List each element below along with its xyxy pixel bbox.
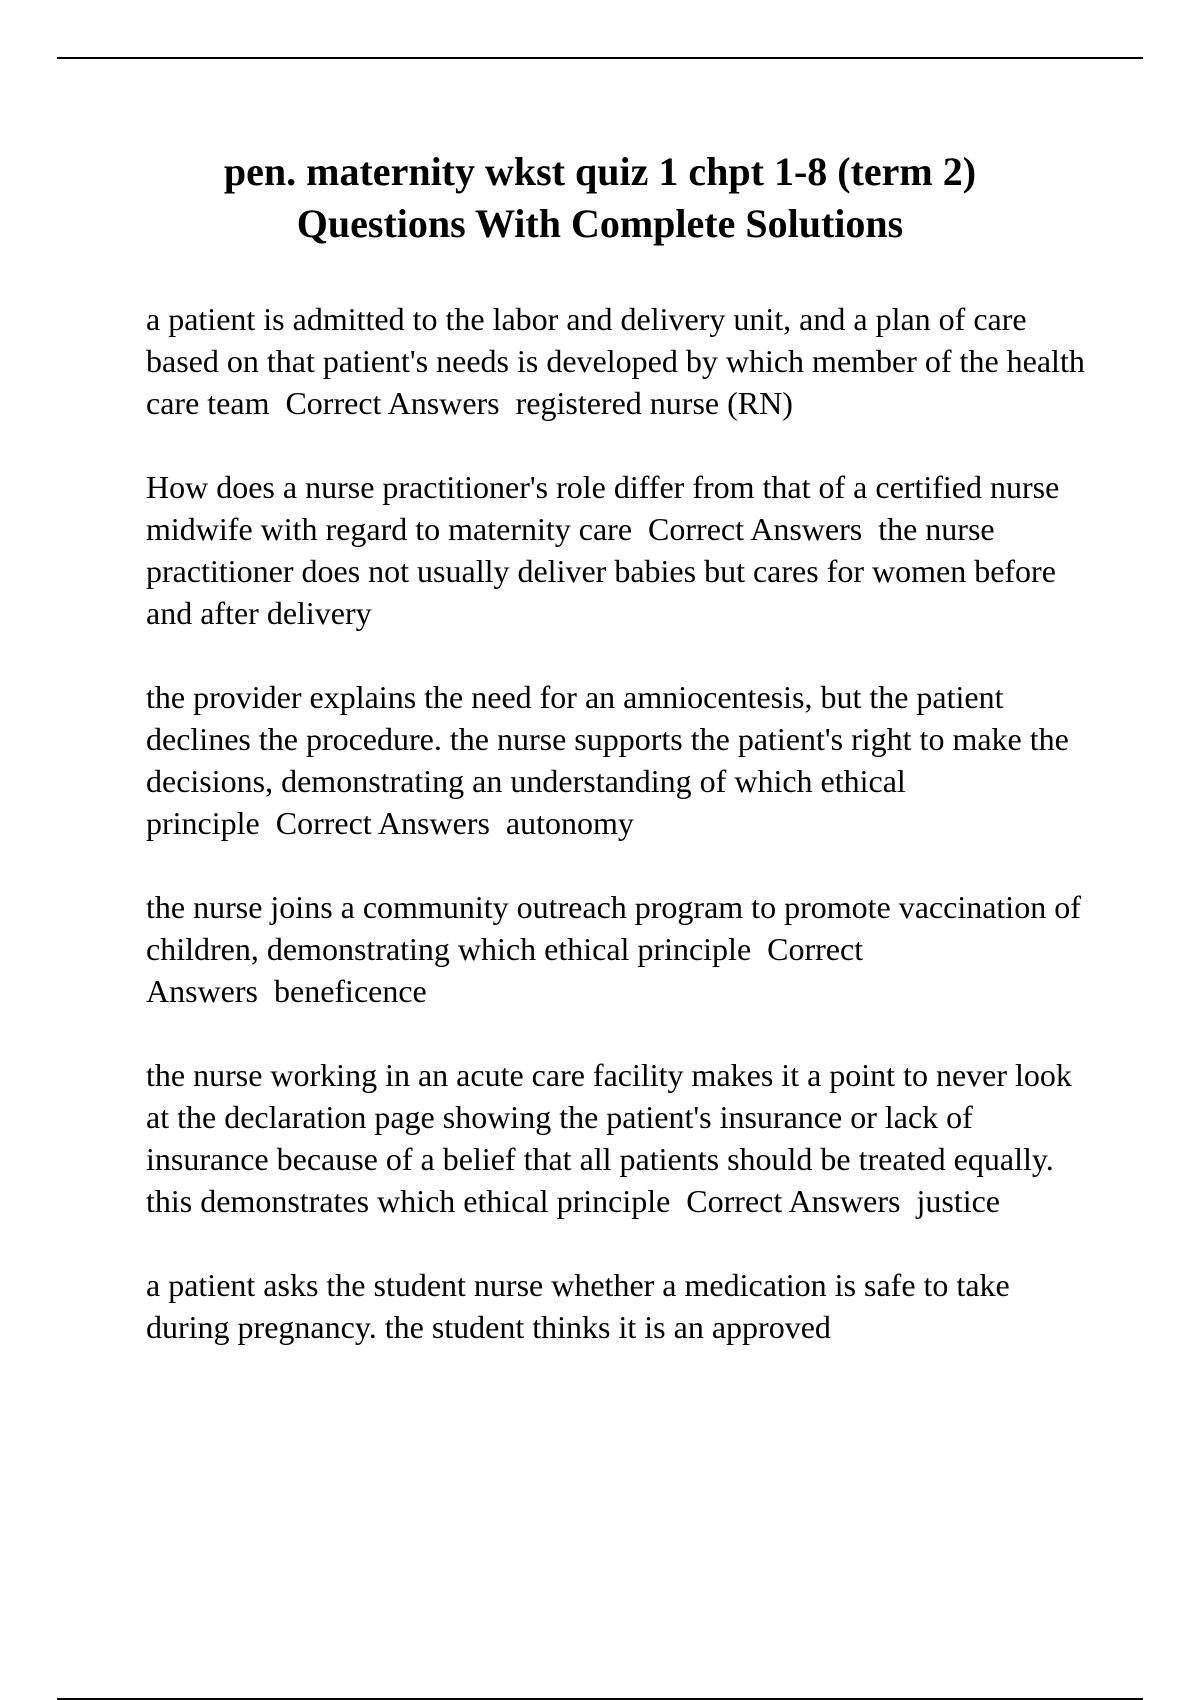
answer-label: Correct Answers bbox=[146, 931, 870, 1009]
title-line-1: pen. maternity wkst quiz 1 chpt 1-8 (term 2) bbox=[223, 149, 977, 194]
answer-text: beneficence bbox=[273, 973, 427, 1009]
qa-item-1 bbox=[146, 298, 1093, 424]
header-rule bbox=[57, 57, 1143, 59]
answer-text: autonomy bbox=[505, 805, 634, 841]
answer-label: Correct Answers bbox=[648, 511, 863, 547]
qa-item-6 bbox=[146, 1264, 1086, 1348]
qa-item-3 bbox=[146, 676, 1086, 844]
question-text: How does a nurse practitioner's role differ from that of a certified nurse midwife with regard to maternity care bbox=[146, 469, 1068, 547]
question-text: the nurse joins a community outreach program to promote vaccination of children, demonstrating which ethical principle bbox=[146, 889, 1089, 967]
answer-text: registered nurse (RN) bbox=[515, 385, 793, 421]
answer-label: Correct Answers bbox=[686, 1183, 901, 1219]
qa-item-4 bbox=[146, 886, 1089, 1012]
answer-text: justice bbox=[916, 1183, 1000, 1219]
answer-label: Correct Answers bbox=[275, 805, 490, 841]
question-list bbox=[146, 298, 1093, 1390]
answer-label: Correct Answers bbox=[285, 385, 500, 421]
title-line-2: Questions With Complete Solutions bbox=[296, 201, 904, 246]
qa-item-5 bbox=[146, 1054, 1086, 1222]
qa-item-2 bbox=[146, 466, 1086, 634]
question-text: the provider explains the need for an amniocentesis, but the patient declines the procedure. the nurse supports the patient's right to make the decisions, demonstrating an understanding of which ethical principle bbox=[146, 679, 1077, 841]
question-text: a patient is admitted to the labor and delivery unit, and a plan of care based on that patient's needs is developed by which member of the health care team bbox=[146, 301, 1093, 421]
question-text: a patient asks the student nurse whether a medication is safe to take during pregnancy. the student thinks it is an approved bbox=[146, 1267, 1018, 1345]
answer-text: the nurse practitioner does not usually deliver babies but cares for women before and after delivery bbox=[146, 511, 1064, 631]
document-title bbox=[100, 146, 1100, 250]
question-text: the nurse working in an acute care facility makes it a point to never look at the declaration page showing the patient's insurance or lack of insurance because of a belief that all patients should be treated equally. this demonstrates which ethical principle bbox=[146, 1057, 1080, 1219]
